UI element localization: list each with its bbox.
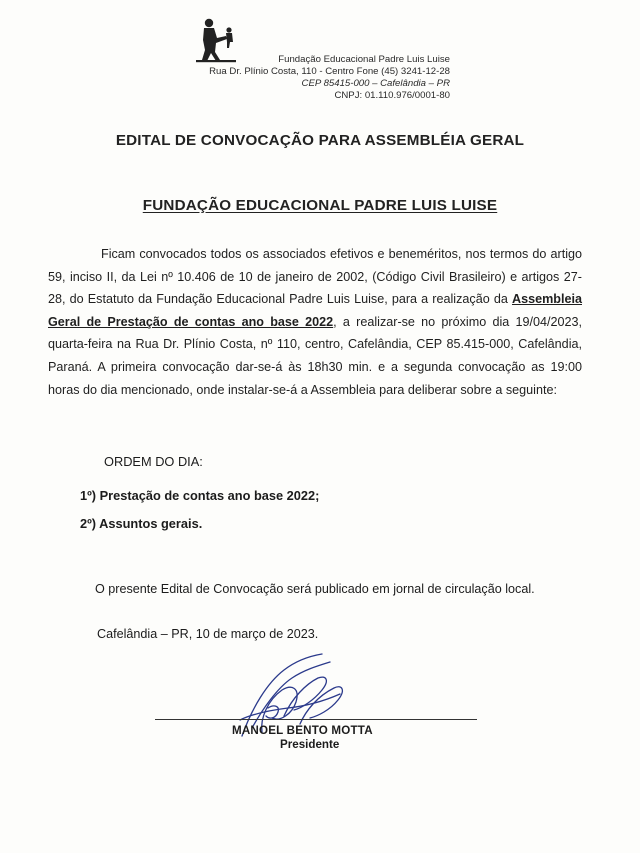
agenda-heading: ORDEM DO DIA: (104, 454, 203, 469)
convocation-paragraph (48, 243, 582, 401)
agenda-item: 2º) Assuntos gerais. (80, 516, 203, 531)
publication-note: O presente Edital de Convocação será publicado em jornal de circulação local. (95, 582, 535, 596)
agenda-item: 1º) Prestação de contas ano base 2022; (80, 488, 320, 503)
letterhead-name: Fundação Educacional Padre Luis Luise (278, 54, 450, 65)
document-title: EDITAL DE CONVOCAÇÃO PARA ASSEMBLÉIA GERAL (115, 132, 525, 149)
document-subtitle: FUNDAÇÃO EDUCACIONAL PADRE LUIS LUISE (142, 197, 498, 214)
place-date: Cafelândia – PR, 10 de março de 2023. (97, 627, 319, 641)
paragraph-part-2: , a realizar-se no próximo dia 19/04/2023, quarta-feira na Rua Dr. Plínio Costa, nº 110, centro, Cafelândia, CEP 85.415-000, Cafelândia, Paraná. A primeira convocação dar-se-á às 18h30 min. e a segunda convocação as 19:00 horas do dia mencionado, onde instalar-se-á a Assembleia para deliberar sobre a seguinte: (48, 314, 583, 397)
paragraph-highlight: Assembleia Geral de Prestação de contas ano base 2022 (48, 292, 582, 329)
letterhead-cep: CEP 85415-000 – Cafelândia – PR (301, 78, 450, 89)
paragraph-part-1: Ficam convocados todos os associados efetivos e beneméritos, nos termos do artigo 59, inciso II, da Lei nº 10.406 de 10 de janeiro de 2002, (Código Civil Brasileiro) e artigos 27-28, do Estatuto da Fundação Educacional Padre Luis Luise, para a realização da (48, 247, 582, 307)
signature-line (155, 719, 477, 720)
signer-name: MANOEL BENTO MOTTA (232, 724, 373, 737)
letterhead-address: Rua Dr. Plínio Costa, 110 - Centro Fone (45) 3241-12-28 (209, 66, 450, 77)
signer-role: Presidente (280, 738, 340, 751)
letterhead-cnpj: CNPJ: 01.110.976/0001-80 (334, 90, 450, 101)
